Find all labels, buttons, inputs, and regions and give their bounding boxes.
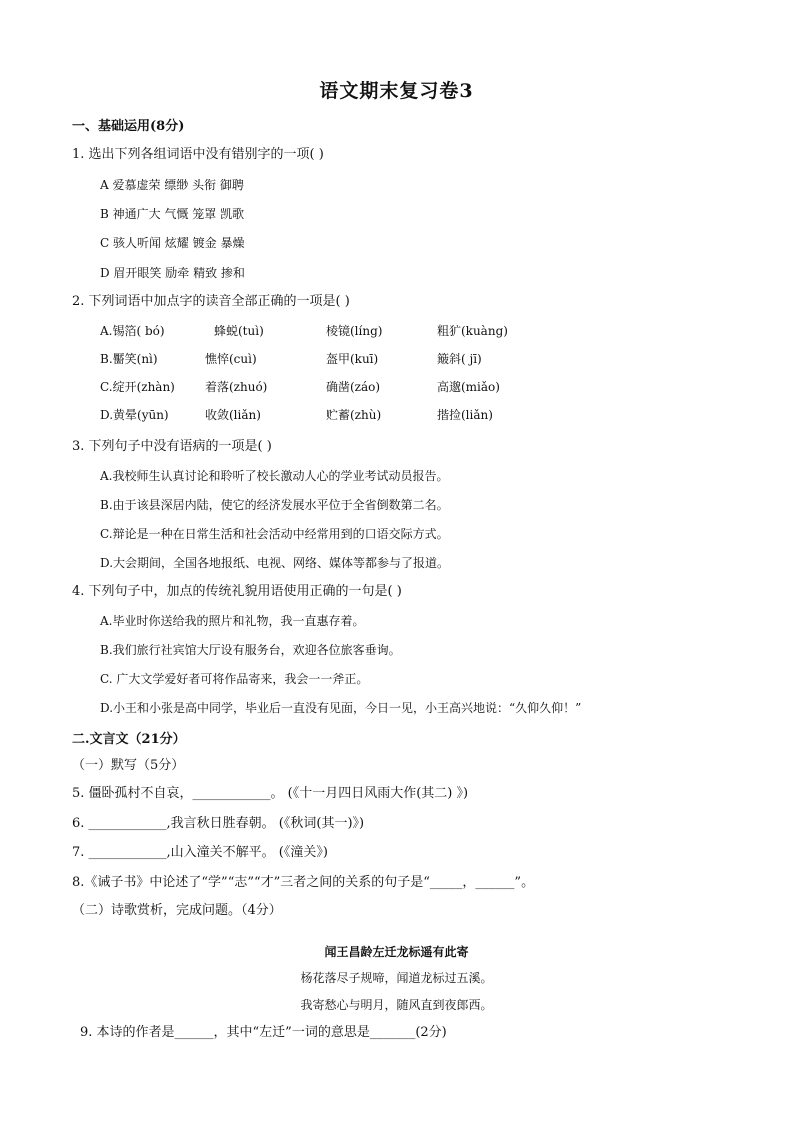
question-4-stem: 4. 下列句子中，加点的传统礼貌用语使用正确的一句是( ) (72, 584, 402, 599)
question-1-option-d: D 眉开眼笑 励牵 精致 掺和 (100, 266, 245, 280)
question-3-option-b: B.由于该县深居内陆，使它的经济发展水平位于全省倒数第二名。 (100, 498, 449, 512)
question-2-item: 盔甲(kuī) (326, 352, 379, 366)
question-9: 9. 本诗的作者是______，其中“左迁”一词的意思是_______(2分) (80, 1025, 447, 1040)
question-1-option-b: B 神通广大 气慨 笼罩 凯歌 (100, 207, 245, 221)
question-2-item: 确凿(záo) (326, 380, 381, 394)
section-2b-heading: （二）诗歌赏析，完成问题。（4分） (72, 903, 282, 918)
question-2-item: 蜂蜕(tuì) (214, 324, 264, 338)
question-2-item: A.锡箔( bó) (100, 324, 165, 338)
question-3-option-a: A.我校师生认真讨论和聆听了校长激动人心的学业考试动员报告。 (100, 469, 449, 483)
question-8: 8.《诫子书》中论述了“学”“志”“才”三者之间的关系的句子是“_____，______”。 (72, 875, 535, 890)
question-1-stem: 1. 选出下列各组词语中没有错别字的一项( ) (72, 147, 324, 162)
question-4-option-d: D.小王和小张是高中同学，毕业后一直没有见面，今日一见，小王高兴地说：“久仰久仰！” (100, 701, 582, 715)
poem-line-2: 我寄愁心与明月，随风直到夜郎西。 (300, 998, 493, 1012)
question-6: 6. ____________,我言秋日胜春朝。 (《秋词(其一)》) (72, 816, 365, 831)
question-2-item: C.绽开(zhàn) (100, 380, 175, 394)
question-3-option-c: C.辩论是一种在日常生活和社会活动中经常用到的口语交际方式。 (100, 527, 449, 541)
question-2-item: 簸斜( jī) (437, 352, 482, 366)
question-4-option-a: A.毕业时你送给我的照片和礼物，我一直惠存着。 (100, 614, 365, 628)
question-2-item: 贮蓄(zhù) (326, 408, 382, 422)
poem-title: 闻王昌龄左迁龙标遥有此寄 (324, 945, 469, 959)
question-1-option-a: A 爱慕虚荣 缥缈 头衔 御聘 (100, 178, 244, 192)
section-2-heading: 二.文言文（21分） (72, 732, 186, 747)
question-2-item: D.黄晕(yūn) (100, 408, 169, 422)
page-title: 语文期末复习卷3 (319, 80, 474, 102)
question-7: 7. ____________,山入潼关不解平。 (《潼关》) (72, 845, 328, 860)
poem-line-1: 杨花落尽子规啼，闻道龙标过五溪。 (300, 971, 493, 985)
question-2-item: 高邈(miǎo) (437, 380, 500, 394)
question-2-item: 收敛(liǎn) (205, 408, 261, 422)
question-2-item: 憔悴(cuì) (205, 352, 257, 366)
question-1-option-c: C 骇人听闻 炫耀 镀金 暴燥 (100, 236, 245, 250)
question-4-option-c: C. 广大文学爱好者可将作品寄来，我会一一斧正。 (100, 672, 369, 686)
section-1-heading: 一、基础运用(8分) (72, 119, 185, 134)
question-2-item: 棱镜(líng) (326, 324, 383, 338)
question-3-option-d: D.大会期间，全国各地报纸、电视、网络、媒体等都参与了报道。 (100, 556, 450, 570)
question-2-item: B.靨笑(nì) (100, 352, 158, 366)
question-2-item: 着落(zhuó) (205, 380, 268, 394)
question-2-stem: 2. 下列词语中加点字的读音全部正确的一项是( ) (72, 294, 350, 309)
question-4-option-b: B.我们旅行社宾馆大厅设有服务台，欢迎各位旅客垂询。 (100, 643, 401, 657)
question-5: 5. 僵卧孤村不自哀，____________。 (《十一月四日风雨大作(其二) 》) (72, 786, 469, 801)
section-2a-heading: （一）默写（5分） (72, 758, 185, 773)
question-2-item: 揩捡(liǎn) (437, 408, 493, 422)
question-3-stem: 3. 下列句子中没有语病的一项是( ) (72, 439, 272, 454)
question-2-item: 粗犷(kuàng) (437, 324, 508, 338)
